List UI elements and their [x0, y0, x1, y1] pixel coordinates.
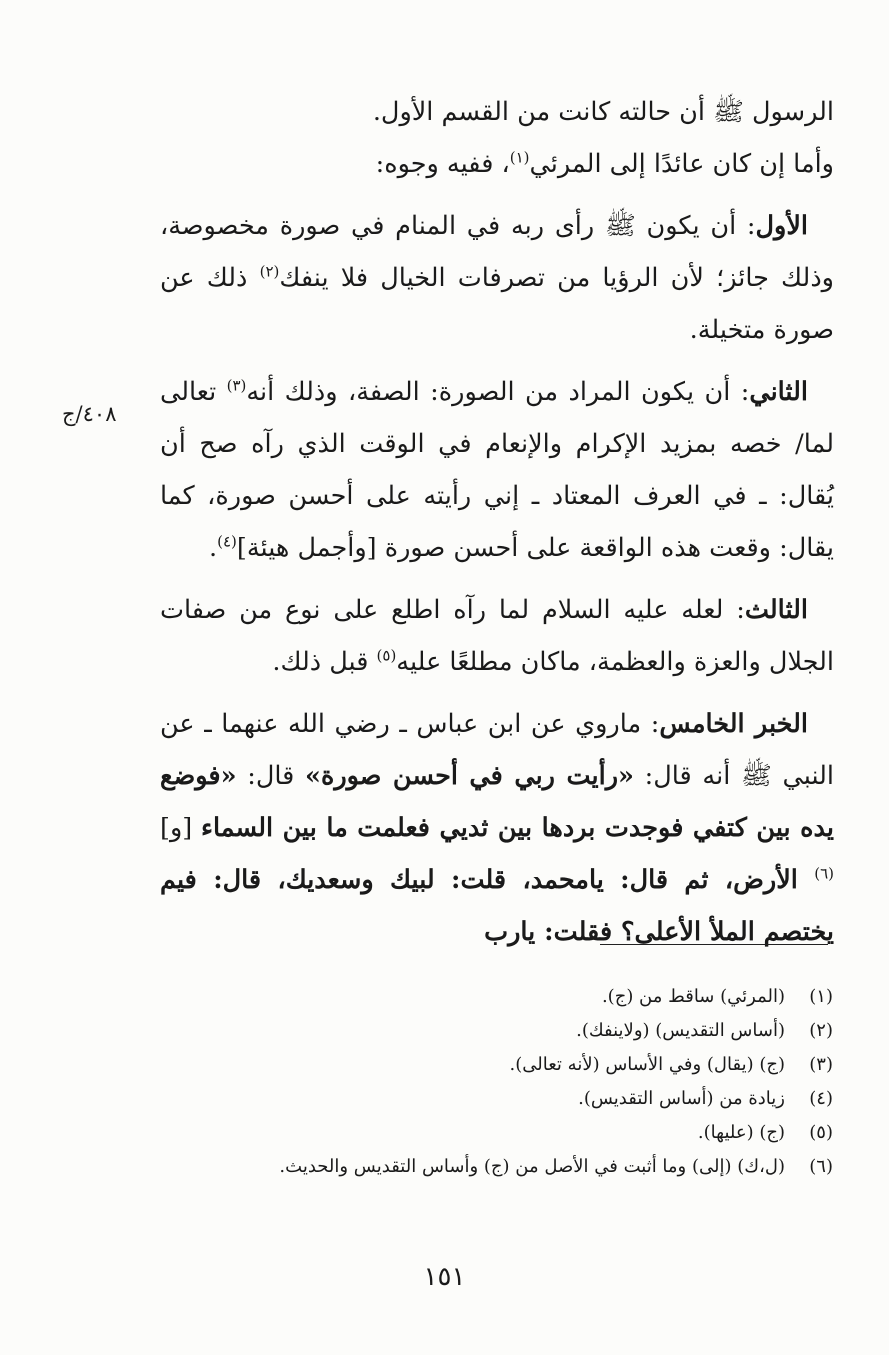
footnote-ref[interactable]: (٦) [814, 864, 834, 883]
footnote-ref[interactable]: (٣) [226, 376, 247, 395]
margin-manuscript-reference: ٤٠٨/ج [62, 402, 117, 426]
hadith-quote: الأرض، ثم قال: يامحمد، قلت: لبيك وسعديك، قال: فيم يختصم الملأ الأعلى؟ فقلت: يارب [160, 865, 834, 947]
footnote: (٥) (ج) (عليها). [697, 1122, 833, 1143]
footnote-divider [600, 944, 828, 945]
footnote: (٦) (ل،ك) (إلى) وما أثبت في الأصل من (ج) وأساس التقديس والحديث. [279, 1156, 833, 1177]
main-text [160, 86, 834, 958]
footnote-ref[interactable]: (٤) [217, 532, 237, 551]
footnote: (٤) زيادة من (أساس التقديس). [578, 1088, 833, 1109]
paragraph-1: الرسول ﷺ أن حالته كانت من القسم الأول. [372, 97, 834, 127]
section-lead: الثالث [744, 595, 808, 625]
page-number: ١٥١ [423, 1262, 466, 1292]
paragraph-third-view: الثالث: لعله عليه السلام لما رآه اطلع على نوع من صفات الجلال والعزة والعظمة، ماكان مطلعًا عليه$^{(٥)}$ قبل ذلك. [160, 595, 834, 677]
hadith-quote: «فوضع يده بين كتفي فوجدت بردها بين ثديي فعلمت ما بين السماء [160, 761, 834, 843]
paragraph-first-view: الأول: أن يكون ﷺ رأى ربه في المنام في صورة مخصوصة، وذلك جائز؛ لأن الرؤيا من تصرفات الخيال فلا ينفك$^{(٢)}$ ذلك عن صورة متخيلة. [160, 211, 834, 345]
footnote: (٣) (ج) (يقال) وفي الأساس (لأنه تعالى). [509, 1054, 833, 1075]
paragraph-second-view: الثاني: أن يكون المراد من الصورة: الصفة، وذلك أنه$^{(٣)}$ تعالى لما/ خصه بمزيد الإكرام والإنعام في الوقت الذي رآه صح أن يُقال: ـ في العرف المعتاد ـ إني رأيته على أحسن صورة، كما يقال: وقعت هذه الواقعة على أحسن صورة [وأجمل هيئة]$^{(٤)}$. [160, 376, 834, 563]
footnote: (٢) (أساس التقديس) (ولاينفك). [576, 1020, 833, 1041]
footnote-ref[interactable]: (٢) [259, 262, 280, 281]
section-lead: الثاني [749, 377, 808, 407]
hadith-quote: «رأيت ربي في أحسن صورة» [305, 761, 634, 791]
footnote-ref[interactable]: (١) [509, 148, 530, 167]
paragraph-2: وأما إن كان عائدًا إلى المرئي$^{(١)}$، ففيه وجوه: [375, 148, 834, 179]
paragraph-fifth-report: الخبر الخامس: ماروي عن ابن عباس ـ رضي الله عنهما ـ عن النبي ﷺ أنه قال: «رأيت ربي في أحسن صورة» قال: «فوضع يده بين كتفي فوجدت بردها بين ثديي فعلمت ما بين السماء [و]$^{(٦)}$ الأرض، ثم قال: يامحمد، قلت: لبيك وسعديك، قال: فيم يختصم الملأ الأعلى؟ فقلت: يارب [160, 709, 834, 947]
section-lead: الخبر الخامس [659, 709, 808, 739]
footnote: (١) (المرئي) ساقط من (ج). [601, 986, 833, 1007]
footnotes [133, 980, 833, 1184]
section-lead: الأول [755, 211, 808, 241]
footnote-ref[interactable]: (٥) [376, 646, 397, 665]
